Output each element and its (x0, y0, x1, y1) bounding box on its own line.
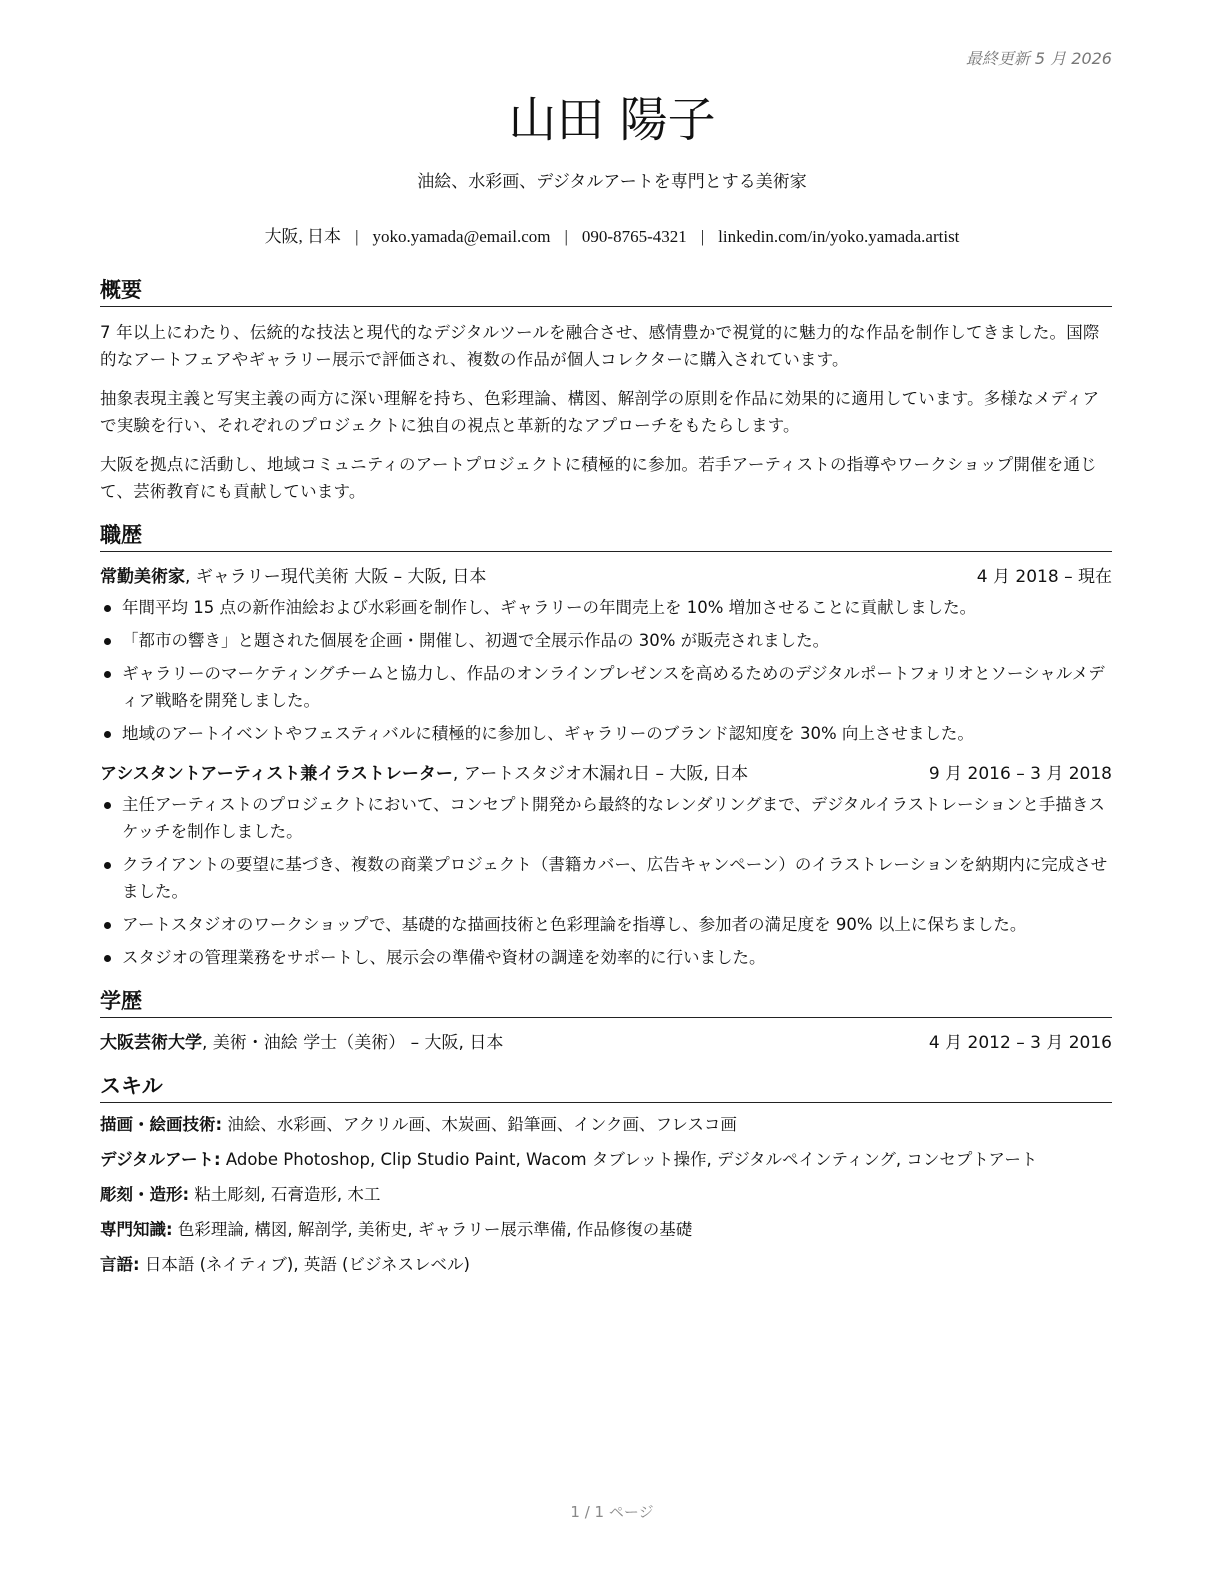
summary-section (100, 276, 1112, 505)
skill-row (100, 1216, 1112, 1243)
tagline: 油絵、水彩画、デジタルアートを専門とする美術家 (417, 172, 807, 192)
separator: | (355, 227, 359, 246)
education-section (100, 987, 1112, 1056)
job-org: , アートスタジオ木漏れ日 – 大阪, 日本 (452, 764, 749, 784)
section-title-experience: 職歴 (100, 521, 1112, 552)
education-line (100, 1030, 503, 1056)
job-role: アシスタントアーティスト兼イラストレーター (100, 764, 453, 784)
summary-paragraph: 抽象表現主義と写実主義の両方に深い理解を持ち、色彩理論、構図、解剖学の原則を作品に効果的に適用しています。多様なメディアで実験を行い、それぞれのプロジェクトに独自の視点と革新的なアプローチをもたらします。 (100, 389, 1100, 435)
skill-value: 油絵、水彩画、アクリル画、木炭画、鉛筆画、インク画、フレスコ画 (222, 1115, 737, 1134)
page-number: 1 / 1 ページ (570, 1503, 654, 1521)
degree-detail: , 美術・油絵 学士（美術） – 大阪, 日本 (202, 1033, 504, 1053)
experience-section (100, 521, 1112, 971)
job-dates: 9 月 2016 – 3 月 2018 (928, 764, 1112, 784)
job-entry (100, 761, 1112, 971)
bullet-item: 主任アーティストのプロジェクトにおいて、コンセプト開発から最終的なレンダリングまで、デジタルイラストレーションと手描きスケッチを制作しました。 (100, 791, 1112, 845)
job-header (100, 761, 1112, 787)
job-role: 常勤美術家 (100, 567, 185, 587)
contact-phone[interactable]: 090-8765-4321 (581, 227, 687, 246)
resume-name: 山田 陽子 (508, 92, 716, 148)
skill-row (100, 1111, 1112, 1138)
job-entry (100, 564, 1112, 747)
contact-linkedin[interactable]: linkedin.com/in/yoko.yamada.artist (718, 227, 960, 246)
job-bullets (100, 791, 1112, 971)
section-title-education: 学歴 (100, 987, 1112, 1018)
skills-section (100, 1072, 1112, 1278)
job-dates: 4 月 2018 – 現在 (976, 567, 1112, 587)
education-entry (100, 1030, 1112, 1056)
bullet-item: クライアントの要望に基づき、複数の商業プロジェクト（書籍カバー、広告キャンペーン）のイラストレーションを納期内に完成させました。 (100, 851, 1112, 905)
skill-label: 言語: (100, 1255, 140, 1274)
skill-row (100, 1146, 1112, 1173)
section-title-summary: 概要 (100, 276, 1112, 307)
bullet-item: 地域のアートイベントやフェスティバルに積極的に参加し、ギャラリーのブランド認知度を 30% 向上させました。 (100, 720, 1112, 747)
summary-paragraph: 大阪を拠点に活動し、地域コミュニティのアートプロジェクトに積極的に参加。若手アーティストの指導やワークショップ開催を通じて、芸術教育にも貢献しています。 (100, 455, 1097, 501)
skill-value: Adobe Photoshop, Clip Studio Paint, Wacom タブレット操作, デジタルペインティング, コンセプトアート (220, 1150, 1038, 1169)
bullet-item: ギャラリーのマーケティングチームと協力し、作品のオンラインプレゼンスを高めるためのデジタルポートフォリオとソーシャルメディア戦略を開発しました。 (100, 660, 1112, 714)
skill-row (100, 1181, 1112, 1208)
contact-location: 大阪, 日本 (264, 227, 342, 246)
school-name: 大阪芸術大学 (100, 1033, 202, 1053)
resume-body (100, 276, 1112, 1278)
section-title-skills: スキル (100, 1072, 1112, 1103)
bullet-item: スタジオの管理業務をサポートし、展示会の準備や資材の調達を効率的に行いました。 (100, 944, 1112, 971)
job-org: , ギャラリー現代美術 大阪 – 大阪, 日本 (185, 567, 487, 587)
separator: | (564, 227, 568, 246)
separator: | (700, 227, 705, 246)
last-updated: 最終更新 5 月 2026 (965, 49, 1112, 68)
education-dates: 4 月 2012 – 3 月 2016 (928, 1033, 1112, 1053)
skill-row (100, 1251, 1112, 1278)
summary-paragraph: 7 年以上にわたり、伝統的な技法と現代的なデジタルツールを融合させ、感情豊かで視覚的に魅力的な作品を制作してきました。国際的なアートフェアやギャラリー展示で評価され、複数の作品が個人コレクターに購入されています。 (100, 323, 1100, 369)
skill-label: 描画・絵画技術: (100, 1115, 223, 1134)
skill-value: 色彩理論, 構図, 解剖学, 美術史, ギャラリー展示準備, 作品修復の基礎 (172, 1220, 693, 1239)
job-title-line (100, 761, 748, 787)
skill-label: デジタルアート: (100, 1150, 221, 1169)
skill-label: 専門知識: (100, 1220, 173, 1239)
job-header (100, 564, 1112, 590)
skill-label: 彫刻・造形: (100, 1185, 190, 1204)
contact-line (0, 225, 1224, 249)
bullet-item: アートスタジオのワークショップで、基礎的な描画技術と色彩理論を指導し、参加者の満足度を 90% 以上に保ちました。 (100, 911, 1112, 938)
bullet-item: 年間平均 15 点の新作油絵および水彩画を制作し、ギャラリーの年間売上を 10% 増加させることに貢献しました。 (100, 594, 1112, 621)
skill-value: 粘土彫刻, 石膏造形, 木工 (189, 1185, 381, 1204)
job-bullets (100, 594, 1112, 747)
bullet-item: 「都市の響き」と題された個展を企画・開催し、初週で全展示作品の 30% が販売されました。 (100, 627, 1112, 654)
contact-email[interactable]: yoko.yamada@email.com (372, 227, 551, 246)
job-title-line (100, 564, 486, 590)
skill-value: 日本語 (ネイティブ), 英語 (ビジネスレベル) (139, 1255, 470, 1274)
